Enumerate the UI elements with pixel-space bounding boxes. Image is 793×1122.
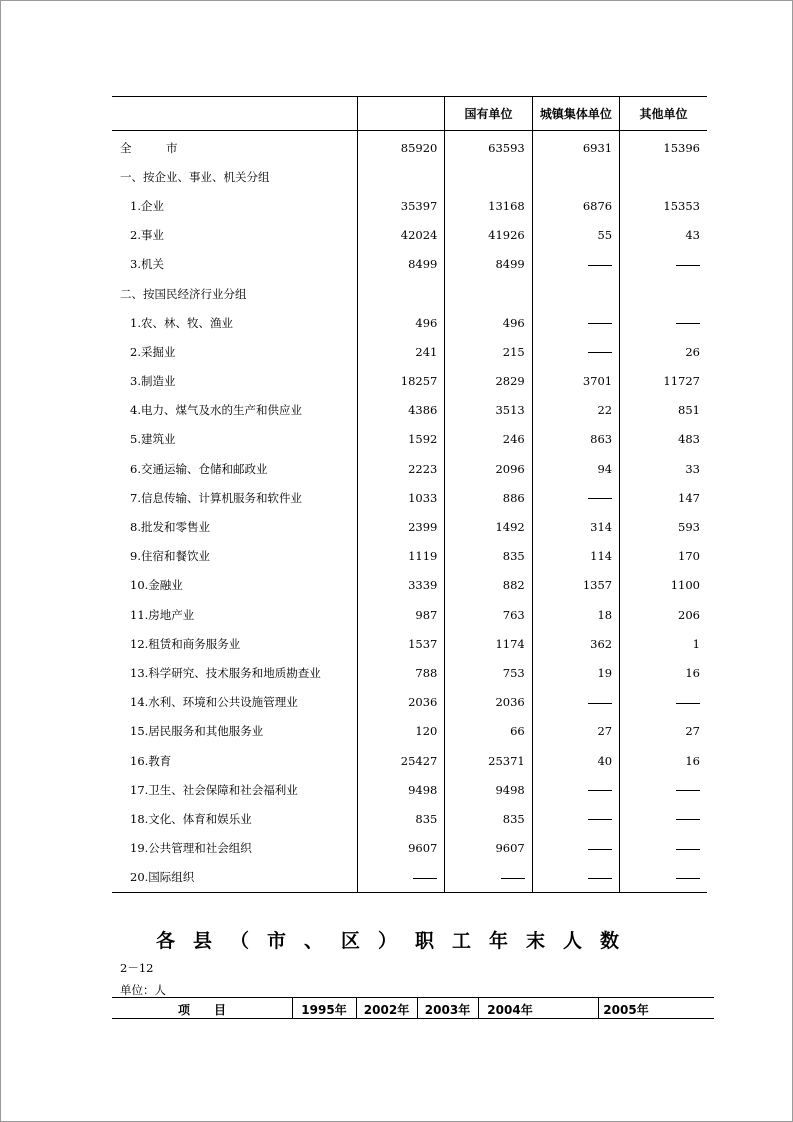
table-row (112, 600, 707, 629)
value-cell (532, 279, 619, 308)
header-cell (112, 97, 358, 131)
dash-mark (588, 323, 612, 324)
value-cell: 835 (445, 542, 532, 571)
row-label: 全 市 (120, 140, 178, 155)
table-row (112, 512, 707, 541)
header-2005: 2005年 (603, 1003, 649, 1017)
value-cell: 835 (358, 804, 445, 833)
header-2002: 2002年 (363, 1003, 410, 1017)
value-cell (620, 279, 707, 308)
dash-mark (588, 819, 612, 820)
table-row (112, 775, 707, 804)
table-row (112, 308, 707, 337)
row-label: 8.批发和零售业 (130, 520, 210, 535)
value-cell (532, 834, 619, 863)
value-cell: 16 (620, 746, 707, 775)
value-cell: 1 (620, 629, 707, 658)
value-cell: 3701 (532, 367, 619, 396)
header-cell: 国有单位 (445, 97, 532, 131)
header-2004: 2004年 (487, 1003, 533, 1017)
header-item: 项 目 (177, 1003, 226, 1017)
value-cell: 851 (620, 396, 707, 425)
value-cell: 6931 (532, 131, 619, 163)
table-row (112, 804, 707, 833)
value-cell: 18 (532, 600, 619, 629)
value-cell: 27 (532, 717, 619, 746)
value-cell: 41926 (445, 221, 532, 250)
value-cell: 63593 (445, 131, 532, 163)
value-cell: 27 (620, 717, 707, 746)
row-label: 13.科学研究、技术服务和地质勘查业 (130, 665, 321, 680)
value-cell: 3339 (358, 571, 445, 600)
table-row (112, 425, 707, 454)
header-1995: 1995年 (301, 1003, 347, 1017)
dash-mark (588, 878, 612, 879)
dash-mark (588, 498, 612, 499)
row-label: 5.建筑业 (130, 432, 176, 447)
value-cell: 1174 (445, 629, 532, 658)
value-cell (620, 250, 707, 279)
row-label: 16.教育 (130, 753, 172, 768)
dash-mark (676, 323, 700, 324)
value-cell: 1537 (358, 629, 445, 658)
value-cell: 16 (620, 658, 707, 687)
dash-mark (676, 878, 700, 879)
value-cell: 114 (532, 542, 619, 571)
table-code: 2－12 (120, 961, 154, 975)
dash-mark (588, 790, 612, 791)
value-cell: 206 (620, 600, 707, 629)
value-cell: 1119 (358, 542, 445, 571)
table-row (112, 688, 707, 717)
header-cell: 其他单位 (620, 97, 707, 131)
value-cell (358, 162, 445, 191)
value-cell (532, 863, 619, 893)
value-cell: 43 (620, 221, 707, 250)
value-cell: 19 (532, 658, 619, 687)
employee-table (112, 96, 707, 893)
value-cell: 33 (620, 454, 707, 483)
value-cell: 2223 (358, 454, 445, 483)
table-row (112, 629, 707, 658)
value-cell: 2096 (445, 454, 532, 483)
value-cell: 1357 (532, 571, 619, 600)
table-row (112, 250, 707, 279)
row-label: 19.公共管理和社会组织 (130, 841, 252, 856)
table-row (112, 337, 707, 366)
value-cell: 18257 (358, 367, 445, 396)
value-cell: 246 (445, 425, 532, 454)
value-cell (445, 863, 532, 893)
value-cell (358, 279, 445, 308)
header-cell: 城镇集体单位 (532, 97, 619, 131)
value-cell: 835 (445, 804, 532, 833)
value-cell (620, 308, 707, 337)
value-cell: 22 (532, 396, 619, 425)
row-label: 9.住宿和餐饮业 (130, 549, 210, 564)
value-cell (532, 162, 619, 191)
row-label: 1.农、林、牧、渔业 (130, 315, 233, 330)
row-label: 20.国际组织 (112, 863, 358, 893)
value-cell: 147 (620, 483, 707, 512)
value-cell: 1492 (445, 512, 532, 541)
value-cell: 35397 (358, 191, 445, 220)
value-cell (532, 688, 619, 717)
dash-mark (588, 703, 612, 704)
value-cell (532, 308, 619, 337)
value-cell: 2036 (358, 688, 445, 717)
value-cell: 120 (358, 717, 445, 746)
dash-mark (676, 819, 700, 820)
row-label: 一、按企业、事业、机关分组 (120, 169, 270, 184)
dash-mark (588, 849, 612, 850)
value-cell: 9498 (358, 775, 445, 804)
row-label: 10.金融业 (130, 578, 183, 593)
dash-mark (676, 849, 700, 850)
value-cell: 593 (620, 512, 707, 541)
value-cell (445, 162, 532, 191)
value-cell: 863 (532, 425, 619, 454)
value-cell (620, 688, 707, 717)
value-cell (532, 250, 619, 279)
table-row (112, 367, 707, 396)
row-label: 2.采掘业 (130, 344, 176, 359)
row-label: 4.电力、煤气及水的生产和供应业 (130, 403, 302, 418)
table-row (112, 162, 707, 191)
value-cell: 85920 (358, 131, 445, 163)
section-title: 各县（市、区）职工年末人数 (155, 930, 637, 952)
row-label: 12.租赁和商务服务业 (130, 636, 241, 651)
value-cell: 314 (532, 512, 619, 541)
value-cell: 882 (445, 571, 532, 600)
value-cell: 3513 (445, 396, 532, 425)
table-row (112, 191, 707, 220)
value-cell: 1592 (358, 425, 445, 454)
row-label: 6.交通运输、仓储和邮政业 (130, 461, 268, 476)
dash-mark (676, 790, 700, 791)
value-cell (620, 162, 707, 191)
table-row (112, 571, 707, 600)
value-cell: 2036 (445, 688, 532, 717)
row-label: 17.卫生、社会保障和社会福利业 (130, 782, 298, 797)
row-label: 3.机关 (130, 257, 164, 272)
value-cell: 9607 (358, 834, 445, 863)
table-row (112, 131, 707, 163)
dash-mark (588, 265, 612, 266)
value-cell: 763 (445, 600, 532, 629)
row-label: 2.事业 (130, 228, 164, 243)
table-row (112, 542, 707, 571)
value-cell: 6876 (532, 191, 619, 220)
table-row (112, 717, 707, 746)
table-row (112, 454, 707, 483)
value-cell (532, 483, 619, 512)
value-cell: 25427 (358, 746, 445, 775)
value-cell: 42024 (358, 221, 445, 250)
value-cell: 55 (532, 221, 619, 250)
dash-mark (413, 878, 437, 879)
value-cell: 788 (358, 658, 445, 687)
value-cell: 26 (620, 337, 707, 366)
value-cell: 94 (532, 454, 619, 483)
value-cell: 15396 (620, 131, 707, 163)
row-label: 7.信息传输、计算机服务和软件业 (130, 490, 302, 505)
table-row (112, 834, 707, 863)
table-row (112, 221, 707, 250)
value-cell (445, 279, 532, 308)
value-cell: 170 (620, 542, 707, 571)
dash-mark (588, 352, 612, 353)
value-cell: 8499 (445, 250, 532, 279)
value-cell: 215 (445, 337, 532, 366)
table-row (112, 863, 707, 893)
value-cell: 241 (358, 337, 445, 366)
value-cell: 25371 (445, 746, 532, 775)
value-cell: 2399 (358, 512, 445, 541)
value-cell: 987 (358, 600, 445, 629)
table-row (112, 396, 707, 425)
dash-mark (676, 703, 700, 704)
value-cell: 11727 (620, 367, 707, 396)
value-cell: 496 (358, 308, 445, 337)
row-label: 3.制造业 (130, 374, 176, 389)
value-cell: 15353 (620, 191, 707, 220)
value-cell: 1100 (620, 571, 707, 600)
value-cell: 8499 (358, 250, 445, 279)
value-cell: 4386 (358, 396, 445, 425)
row-label: 二、按国民经济行业分组 (120, 286, 247, 301)
value-cell: 496 (445, 308, 532, 337)
value-cell: 2829 (445, 367, 532, 396)
value-cell: 886 (445, 483, 532, 512)
value-cell (620, 804, 707, 833)
row-label: 14.水利、环境和公共设施管理业 (130, 695, 298, 710)
county-table-header (112, 997, 714, 1019)
row-label: 15.居民服务和其他服务业 (130, 724, 264, 739)
table-row (112, 279, 707, 308)
unit-label: 单位：人 (120, 983, 166, 997)
row-label: 18.文化、体育和娱乐业 (130, 811, 252, 826)
value-cell: 483 (620, 425, 707, 454)
value-cell: 753 (445, 658, 532, 687)
value-cell (532, 775, 619, 804)
dash-mark (676, 265, 700, 266)
value-cell (620, 863, 707, 893)
value-cell (620, 834, 707, 863)
row-label: 1.企业 (130, 198, 164, 213)
table-row (112, 658, 707, 687)
table-header-row (112, 97, 707, 131)
value-cell: 1033 (358, 483, 445, 512)
value-cell: 9498 (445, 775, 532, 804)
header-cell (358, 97, 445, 131)
value-cell (532, 804, 619, 833)
value-cell: 9607 (445, 834, 532, 863)
table-row (112, 746, 707, 775)
value-cell: 362 (532, 629, 619, 658)
value-cell: 13168 (445, 191, 532, 220)
table-row (112, 483, 707, 512)
row-label: 11.房地产业 (130, 607, 195, 622)
value-cell: 40 (532, 746, 619, 775)
dash-mark (501, 878, 525, 879)
value-cell: 66 (445, 717, 532, 746)
header-2003: 2003年 (424, 1003, 471, 1017)
value-cell (358, 863, 445, 893)
value-cell (532, 337, 619, 366)
value-cell (620, 775, 707, 804)
